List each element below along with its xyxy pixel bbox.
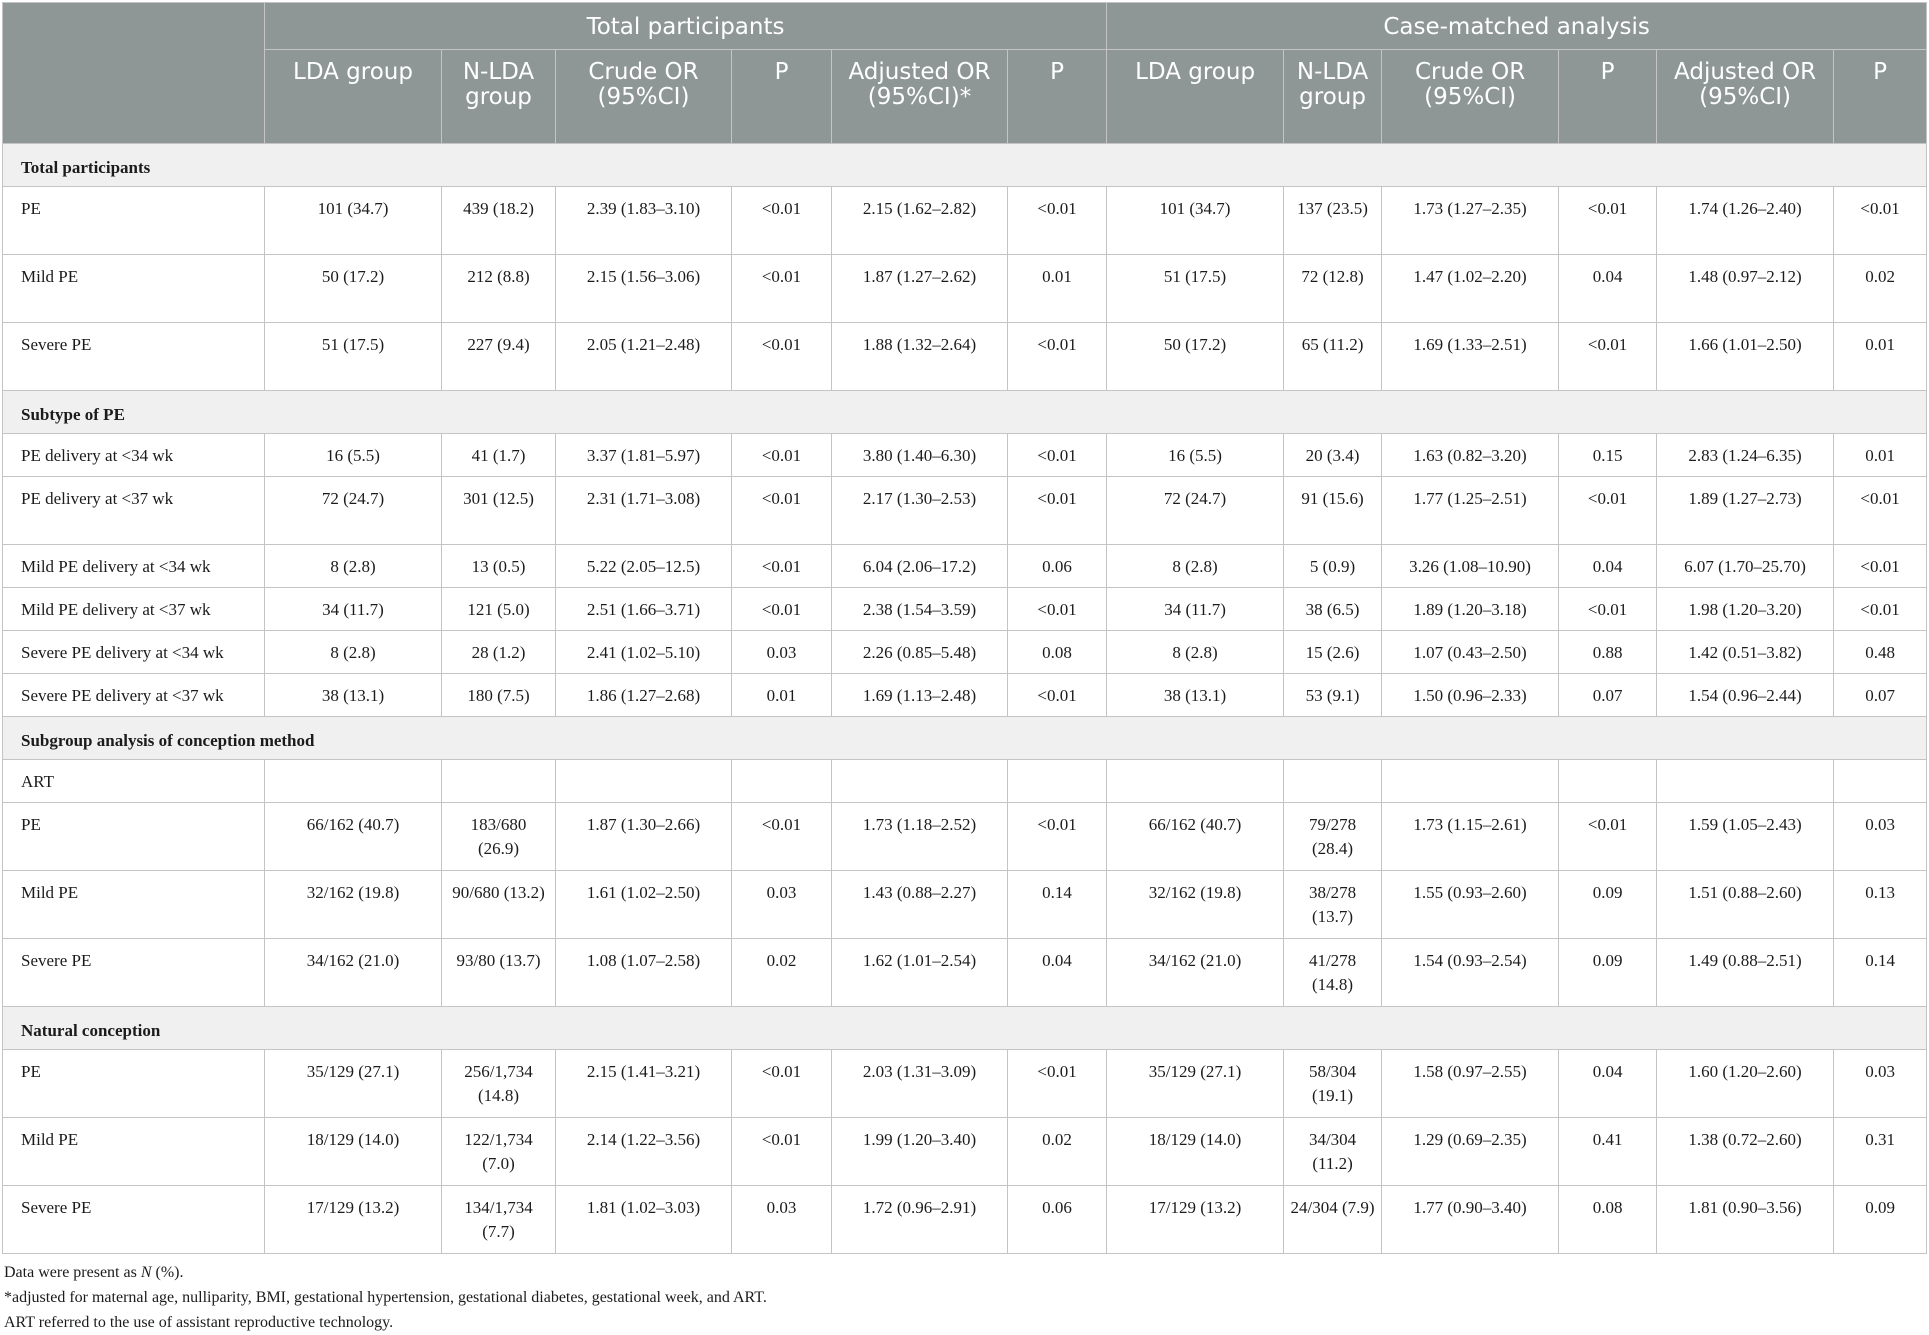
- table-cell: 0.09: [1834, 1186, 1927, 1254]
- table-cell: 1.54 (0.96–2.44): [1657, 674, 1834, 717]
- table-cell: <0.01: [1559, 588, 1657, 631]
- table-cell: 1.62 (1.01–2.54): [832, 939, 1008, 1007]
- table-cell: 1.49 (0.88–2.51): [1657, 939, 1834, 1007]
- table-cell: 1.72 (0.96–2.91): [832, 1186, 1008, 1254]
- table-cell: <0.01: [732, 803, 832, 871]
- row-label: Severe PE: [3, 323, 265, 391]
- table-cell: 0.15: [1559, 434, 1657, 477]
- table-cell: [1657, 760, 1834, 803]
- table-cell: 8 (2.8): [265, 631, 442, 674]
- results-table: [2, 2, 1927, 1254]
- table-cell: 0.08: [1008, 631, 1107, 674]
- row-label: Mild PE: [3, 871, 265, 939]
- table-cell: 1.59 (1.05–2.43): [1657, 803, 1834, 871]
- table-cell: 0.03: [1834, 803, 1927, 871]
- column-header: LDA group: [1107, 50, 1284, 144]
- column-header-row: [3, 50, 1927, 144]
- column-header: Adjusted OR (95%CI)*: [832, 50, 1008, 144]
- header-blank-cell: [3, 3, 265, 144]
- table-cell: 17/129 (13.2): [1107, 1186, 1284, 1254]
- table-cell: <0.01: [1559, 477, 1657, 545]
- footnotes: [2, 1260, 1926, 1335]
- table-cell: 2.38 (1.54–3.59): [832, 588, 1008, 631]
- table-cell: 3.37 (1.81–5.97): [556, 434, 732, 477]
- column-header: N-LDA group: [1284, 50, 1382, 144]
- table-cell: 8 (2.8): [265, 545, 442, 588]
- table-cell: 2.39 (1.83–3.10): [556, 187, 732, 255]
- table-row: [3, 255, 1927, 323]
- table-cell: 38 (13.1): [265, 674, 442, 717]
- table-cell: 0.04: [1559, 255, 1657, 323]
- table-row: [3, 545, 1927, 588]
- table-cell: 51 (17.5): [265, 323, 442, 391]
- table-cell: [732, 760, 832, 803]
- table-cell: 18/129 (14.0): [1107, 1118, 1284, 1186]
- table-cell: 17/129 (13.2): [265, 1186, 442, 1254]
- row-label: PE: [3, 187, 265, 255]
- table-cell: 1.89 (1.20–3.18): [1382, 588, 1559, 631]
- table-cell: <0.01: [732, 187, 832, 255]
- table-cell: 13 (0.5): [442, 545, 556, 588]
- table-cell: 0.09: [1559, 871, 1657, 939]
- table-cell: <0.01: [1559, 187, 1657, 255]
- table-cell: 2.15 (1.41–3.21): [556, 1050, 732, 1118]
- table-cell: 2.26 (0.85–5.48): [832, 631, 1008, 674]
- table-cell: 0.48: [1834, 631, 1927, 674]
- section-header-row: [3, 144, 1927, 187]
- table-cell: 41/278 (14.8): [1284, 939, 1382, 1007]
- table-cell: 15 (2.6): [1284, 631, 1382, 674]
- table-cell: 16 (5.5): [1107, 434, 1284, 477]
- table-cell: <0.01: [1834, 477, 1927, 545]
- table-cell: 38 (13.1): [1107, 674, 1284, 717]
- table-cell: 0.04: [1008, 939, 1107, 1007]
- table-cell: 1.69 (1.13–2.48): [832, 674, 1008, 717]
- table-cell: [442, 760, 556, 803]
- table-cell: 0.03: [732, 1186, 832, 1254]
- table-cell: 1.43 (0.88–2.27): [832, 871, 1008, 939]
- table-cell: 0.04: [1559, 545, 1657, 588]
- table-cell: 0.01: [1834, 434, 1927, 477]
- footnote-data-format: Data were present as N (%).: [4, 1264, 184, 1281]
- table-cell: 51 (17.5): [1107, 255, 1284, 323]
- row-label: Severe PE delivery at <34 wk: [3, 631, 265, 674]
- table-cell: 32/162 (19.8): [265, 871, 442, 939]
- row-label: PE: [3, 803, 265, 871]
- table-cell: 3.26 (1.08–10.90): [1382, 545, 1559, 588]
- table-cell: 1.47 (1.02–2.20): [1382, 255, 1559, 323]
- table-cell: 38/278 (13.7): [1284, 871, 1382, 939]
- table-cell: 34 (11.7): [265, 588, 442, 631]
- table-cell: 34/162 (21.0): [265, 939, 442, 1007]
- table-cell: <0.01: [732, 323, 832, 391]
- table-cell: 34/304 (11.2): [1284, 1118, 1382, 1186]
- table-cell: 1.55 (0.93–2.60): [1382, 871, 1559, 939]
- table-cell: <0.01: [1008, 187, 1107, 255]
- table-row: [3, 588, 1927, 631]
- section-title: Total participants: [3, 144, 1927, 187]
- table-cell: 1.87 (1.27–2.62): [832, 255, 1008, 323]
- table-cell: [1382, 760, 1559, 803]
- table-cell: 0.07: [1559, 674, 1657, 717]
- table-cell: <0.01: [1834, 187, 1927, 255]
- header-group-matched: Case-matched analysis: [1107, 3, 1927, 50]
- table-cell: 1.08 (1.07–2.58): [556, 939, 732, 1007]
- table-cell: 0.02: [732, 939, 832, 1007]
- table-cell: 2.51 (1.66–3.71): [556, 588, 732, 631]
- column-header: Adjusted OR (95%CI): [1657, 50, 1834, 144]
- footnote-n-symbol: N: [140, 1264, 152, 1281]
- table-cell: 66/162 (40.7): [1107, 803, 1284, 871]
- table-cell: 1.66 (1.01–2.50): [1657, 323, 1834, 391]
- table-cell: <0.01: [732, 255, 832, 323]
- results-table-container: [2, 2, 1926, 1335]
- table-cell: 121 (5.0): [442, 588, 556, 631]
- table-cell: [1107, 760, 1284, 803]
- table-cell: 0.01: [1834, 323, 1927, 391]
- table-row: [3, 631, 1927, 674]
- table-cell: 101 (34.7): [265, 187, 442, 255]
- row-label: PE: [3, 1050, 265, 1118]
- table-cell: 0.02: [1834, 255, 1927, 323]
- table-cell: 0.03: [732, 631, 832, 674]
- table-cell: 72 (24.7): [1107, 477, 1284, 545]
- table-cell: 1.87 (1.30–2.66): [556, 803, 732, 871]
- table-cell: 180 (7.5): [442, 674, 556, 717]
- column-header: LDA group: [265, 50, 442, 144]
- table-cell: 101 (34.7): [1107, 187, 1284, 255]
- table-cell: 0.31: [1834, 1118, 1927, 1186]
- table-cell: 1.81 (1.02–3.03): [556, 1186, 732, 1254]
- table-cell: <0.01: [1008, 1050, 1107, 1118]
- table-cell: <0.01: [732, 477, 832, 545]
- table-cell: 1.48 (0.97–2.12): [1657, 255, 1834, 323]
- table-cell: <0.01: [1834, 588, 1927, 631]
- table-cell: 2.17 (1.30–2.53): [832, 477, 1008, 545]
- column-header: P: [1559, 50, 1657, 144]
- column-header: N-LDA group: [442, 50, 556, 144]
- table-row: [3, 1186, 1927, 1254]
- table-cell: 301 (12.5): [442, 477, 556, 545]
- table-cell: 90/680 (13.2): [442, 871, 556, 939]
- table-cell: 2.05 (1.21–2.48): [556, 323, 732, 391]
- table-cell: 0.08: [1559, 1186, 1657, 1254]
- table-cell: <0.01: [1559, 323, 1657, 391]
- table-cell: 58/304 (19.1): [1284, 1050, 1382, 1118]
- row-label: Mild PE delivery at <34 wk: [3, 545, 265, 588]
- table-body: [3, 144, 1927, 1254]
- table-cell: 1.77 (1.25–2.51): [1382, 477, 1559, 545]
- table-cell: 79/278 (28.4): [1284, 803, 1382, 871]
- row-label: ART: [3, 760, 265, 803]
- table-cell: 35/129 (27.1): [265, 1050, 442, 1118]
- table-cell: <0.01: [732, 588, 832, 631]
- table-cell: 5 (0.9): [1284, 545, 1382, 588]
- table-row: [3, 871, 1927, 939]
- table-cell: 1.07 (0.43–2.50): [1382, 631, 1559, 674]
- table-cell: 1.86 (1.27–2.68): [556, 674, 732, 717]
- table-cell: <0.01: [1008, 674, 1107, 717]
- table-cell: 32/162 (19.8): [1107, 871, 1284, 939]
- column-header: P: [1008, 50, 1107, 144]
- table-cell: 41 (1.7): [442, 434, 556, 477]
- table-cell: 227 (9.4): [442, 323, 556, 391]
- column-header: Crude OR (95%CI): [1382, 50, 1559, 144]
- table-cell: 16 (5.5): [265, 434, 442, 477]
- table-cell: 1.38 (0.72–2.60): [1657, 1118, 1834, 1186]
- table-cell: 6.07 (1.70–25.70): [1657, 545, 1834, 588]
- table-cell: 1.50 (0.96–2.33): [1382, 674, 1559, 717]
- column-header: Crude OR (95%CI): [556, 50, 732, 144]
- table-cell: 439 (18.2): [442, 187, 556, 255]
- table-cell: <0.01: [1008, 434, 1107, 477]
- table-cell: <0.01: [1834, 545, 1927, 588]
- table-row: [3, 674, 1927, 717]
- table-cell: 8 (2.8): [1107, 631, 1284, 674]
- table-cell: 0.06: [1008, 1186, 1107, 1254]
- header-group-total: Total participants: [265, 3, 1107, 50]
- table-cell: 2.83 (1.24–6.35): [1657, 434, 1834, 477]
- table-cell: [1559, 760, 1657, 803]
- row-label: PE delivery at <34 wk: [3, 434, 265, 477]
- table-cell: 50 (17.2): [1107, 323, 1284, 391]
- table-row: [3, 187, 1927, 255]
- table-row: [3, 803, 1927, 871]
- table-cell: 1.61 (1.02–2.50): [556, 871, 732, 939]
- table-cell: 0.04: [1559, 1050, 1657, 1118]
- table-cell: 91 (15.6): [1284, 477, 1382, 545]
- table-cell: 2.14 (1.22–3.56): [556, 1118, 732, 1186]
- table-cell: 35/129 (27.1): [1107, 1050, 1284, 1118]
- table-cell: 65 (11.2): [1284, 323, 1382, 391]
- table-row: [3, 477, 1927, 545]
- table-cell: 2.15 (1.62–2.82): [832, 187, 1008, 255]
- table-cell: <0.01: [1559, 803, 1657, 871]
- table-cell: 50 (17.2): [265, 255, 442, 323]
- section-title: Subgroup analysis of conception method: [3, 717, 1927, 760]
- table-row: [3, 1050, 1927, 1118]
- table-cell: <0.01: [732, 434, 832, 477]
- table-cell: [556, 760, 732, 803]
- table-cell: 2.15 (1.56–3.06): [556, 255, 732, 323]
- section-header-row: [3, 391, 1927, 434]
- table-cell: 1.73 (1.18–2.52): [832, 803, 1008, 871]
- table-cell: 34 (11.7): [1107, 588, 1284, 631]
- table-cell: 20 (3.4): [1284, 434, 1382, 477]
- table-cell: 72 (24.7): [265, 477, 442, 545]
- table-cell: 1.77 (0.90–3.40): [1382, 1186, 1559, 1254]
- table-cell: [1834, 760, 1927, 803]
- table-cell: <0.01: [1008, 323, 1107, 391]
- table-cell: 0.03: [1834, 1050, 1927, 1118]
- row-label: Severe PE: [3, 1186, 265, 1254]
- table-cell: 1.73 (1.27–2.35): [1382, 187, 1559, 255]
- table-cell: 0.13: [1834, 871, 1927, 939]
- table-cell: [1008, 760, 1107, 803]
- table-cell: <0.01: [1008, 803, 1107, 871]
- table-cell: 1.42 (0.51–3.82): [1657, 631, 1834, 674]
- row-label: Mild PE: [3, 255, 265, 323]
- table-cell: 8 (2.8): [1107, 545, 1284, 588]
- section-title: Subtype of PE: [3, 391, 1927, 434]
- table-row: [3, 760, 1927, 803]
- row-label: PE delivery at <37 wk: [3, 477, 265, 545]
- table-cell: 2.41 (1.02–5.10): [556, 631, 732, 674]
- table-cell: <0.01: [732, 545, 832, 588]
- table-cell: 34/162 (21.0): [1107, 939, 1284, 1007]
- table-cell: 6.04 (2.06–17.2): [832, 545, 1008, 588]
- table-cell: 256/1,734 (14.8): [442, 1050, 556, 1118]
- table-cell: 2.03 (1.31–3.09): [832, 1050, 1008, 1118]
- table-cell: 1.51 (0.88–2.60): [1657, 871, 1834, 939]
- table-cell: 0.02: [1008, 1118, 1107, 1186]
- column-header: P: [1834, 50, 1927, 144]
- table-cell: 1.54 (0.93–2.54): [1382, 939, 1559, 1007]
- table-cell: <0.01: [1008, 588, 1107, 631]
- table-cell: 122/1,734 (7.0): [442, 1118, 556, 1186]
- section-header-row: [3, 717, 1927, 760]
- table-cell: <0.01: [1008, 477, 1107, 545]
- footnote-art-definition: ART referred to the use of assistant reproductive technology.: [4, 1314, 394, 1331]
- row-label: Severe PE delivery at <37 wk: [3, 674, 265, 717]
- row-label: Severe PE: [3, 939, 265, 1007]
- table-cell: 0.06: [1008, 545, 1107, 588]
- table-cell: 0.03: [732, 871, 832, 939]
- table-cell: 0.01: [732, 674, 832, 717]
- table-cell: 134/1,734 (7.7): [442, 1186, 556, 1254]
- table-cell: 18/129 (14.0): [265, 1118, 442, 1186]
- table-cell: 66/162 (40.7): [265, 803, 442, 871]
- table-cell: 93/80 (13.7): [442, 939, 556, 1007]
- table-cell: 1.58 (0.97–2.55): [1382, 1050, 1559, 1118]
- table-cell: 0.41: [1559, 1118, 1657, 1186]
- table-cell: 1.60 (1.20–2.60): [1657, 1050, 1834, 1118]
- table-cell: 1.99 (1.20–3.40): [832, 1118, 1008, 1186]
- table-cell: 1.89 (1.27–2.73): [1657, 477, 1834, 545]
- table-cell: 0.88: [1559, 631, 1657, 674]
- table-row: [3, 939, 1927, 1007]
- table-cell: 1.73 (1.15–2.61): [1382, 803, 1559, 871]
- table-cell: 1.69 (1.33–2.51): [1382, 323, 1559, 391]
- table-cell: 1.29 (0.69–2.35): [1382, 1118, 1559, 1186]
- footnote-adjustment: *adjusted for maternal age, nulliparity, BMI, gestational hypertension, gestational diabetes, gestational week, and ART.: [4, 1289, 767, 1306]
- table-header: [3, 3, 1927, 144]
- table-cell: 72 (12.8): [1284, 255, 1382, 323]
- table-cell: 1.74 (1.26–2.40): [1657, 187, 1834, 255]
- table-cell: 38 (6.5): [1284, 588, 1382, 631]
- table-cell: 3.80 (1.40–6.30): [832, 434, 1008, 477]
- table-cell: [265, 760, 442, 803]
- section-header-row: [3, 1007, 1927, 1050]
- table-row: [3, 323, 1927, 391]
- table-cell: 1.88 (1.32–2.64): [832, 323, 1008, 391]
- table-cell: <0.01: [732, 1050, 832, 1118]
- column-header: P: [732, 50, 832, 144]
- table-cell: 212 (8.8): [442, 255, 556, 323]
- table-cell: 0.07: [1834, 674, 1927, 717]
- table-cell: 137 (23.5): [1284, 187, 1382, 255]
- table-cell: 1.98 (1.20–3.20): [1657, 588, 1834, 631]
- table-cell: <0.01: [732, 1118, 832, 1186]
- table-cell: 53 (9.1): [1284, 674, 1382, 717]
- table-cell: 28 (1.2): [442, 631, 556, 674]
- table-cell: 0.14: [1834, 939, 1927, 1007]
- table-row: [3, 1118, 1927, 1186]
- table-cell: 1.81 (0.90–3.56): [1657, 1186, 1834, 1254]
- row-label: Mild PE delivery at <37 wk: [3, 588, 265, 631]
- table-cell: 0.01: [1008, 255, 1107, 323]
- table-cell: 24/304 (7.9): [1284, 1186, 1382, 1254]
- table-cell: 0.14: [1008, 871, 1107, 939]
- table-cell: 1.63 (0.82–3.20): [1382, 434, 1559, 477]
- table-cell: [1284, 760, 1382, 803]
- table-cell: 2.31 (1.71–3.08): [556, 477, 732, 545]
- table-cell: 5.22 (2.05–12.5): [556, 545, 732, 588]
- table-cell: 0.09: [1559, 939, 1657, 1007]
- section-title: Natural conception: [3, 1007, 1927, 1050]
- table-cell: 183/680 (26.9): [442, 803, 556, 871]
- table-cell: [832, 760, 1008, 803]
- row-label: Mild PE: [3, 1118, 265, 1186]
- table-row: [3, 434, 1927, 477]
